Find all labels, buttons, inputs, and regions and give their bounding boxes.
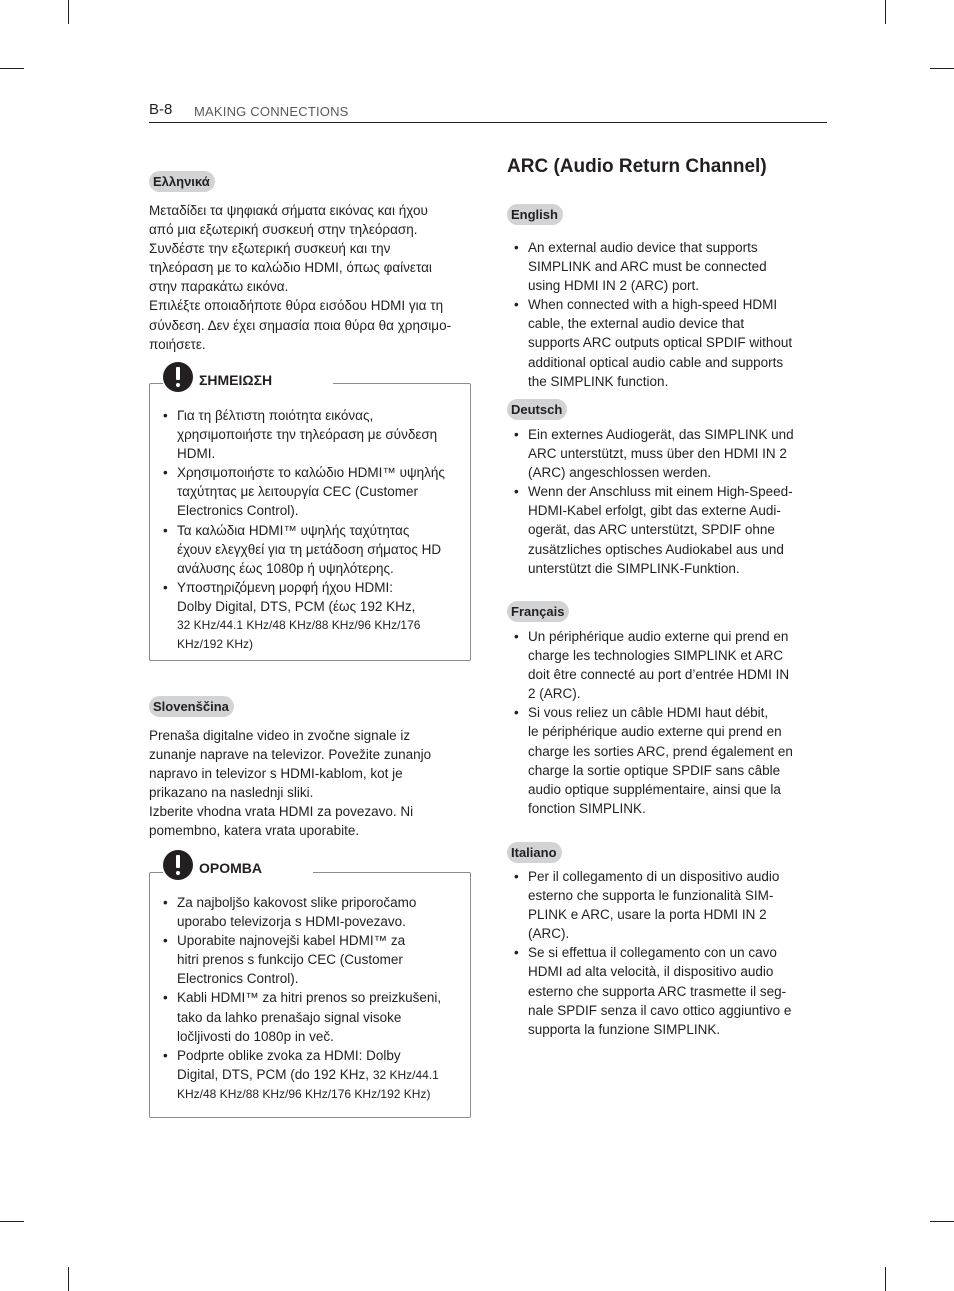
language-tag-deutsch: Deutsch [507, 399, 567, 420]
list-item: • When connected with a high-speed HDMI cable, the external audio device that supports ARC outputs optical SPDIF without additional optical audio cable and supports the SIMPLINK function. [514, 295, 819, 390]
text-line: Izberite vhodna vrata HDMI za povezavo. Ni [149, 804, 414, 820]
language-tag-slovene: Slovenščina [149, 696, 234, 717]
crop-mark [930, 1221, 954, 1222]
right-column [507, 0, 817, 1291]
crop-mark [0, 68, 24, 69]
note-list [163, 893, 465, 1104]
list-item: • Za najboljšo kakovost slike priporočamo uporabo televizorja s HDMI-povezavo. [163, 893, 465, 931]
text-line: ποιήσετε. [149, 336, 206, 352]
deutsch-list [514, 425, 819, 578]
exclamation-icon [163, 850, 193, 880]
exclamation-icon [163, 362, 193, 392]
text-line: τηλεόραση με το καλώδιο HDMI, όπως φαίνεται [149, 260, 432, 276]
crop-mark [68, 0, 69, 24]
crop-mark [885, 0, 886, 24]
text-line: στην παρακάτω εικόνα. [149, 279, 289, 295]
crop-mark [68, 1267, 69, 1291]
language-tag-greek: Ελληνικά [149, 171, 215, 192]
text-line: zunanje naprave na televizor. Povežite zunanjo [149, 747, 432, 763]
note-header [163, 362, 333, 394]
list-item: • Se si effettua il collegamento con un cavo HDMI ad alta velocità, il dispositivo audio esterno che supporta ARC trasmette il seg- nale SPDIF senza il cavo ottico aggiuntivo e supporta la funzione SIMPLINK. [514, 943, 819, 1038]
language-tag-english: English [507, 204, 563, 225]
list-item: • Kabli HDMI™ za hitri prenos so preizkušeni, tako da lahko prenašajo signal visoke ločljivosti do 1080p in več. [163, 988, 465, 1045]
language-tag-francais: Français [507, 601, 569, 622]
francais-list [514, 627, 819, 818]
text-line: Prenaša digitalne video in zvočne signale iz [149, 728, 411, 743]
text-line: Συνδέστε την εξωτερική συσκευή και την [149, 241, 391, 257]
text-line: Μεταδίδει τα ψηφιακά σήματα εικόνας και ήχου [149, 203, 428, 218]
list-item: • Un périphérique audio externe qui prend en charge les technologies SIMPLINK et ARC doit être connecté au port d’entrée HDMI IN 2 (ARC). [514, 627, 819, 703]
section-title: ARC (Audio Return Channel) [507, 156, 767, 177]
section-name: MAKING CONNECTIONS [194, 104, 349, 119]
list-item: • Ein externes Audiogerät, das SIMPLINK und ARC unterstützt, muss über den HDMI IN 2 (ARC) angeschlossen werden. [514, 425, 819, 482]
note-box-greek [149, 383, 471, 661]
crop-mark [0, 1221, 24, 1222]
list-item: • Podprte oblike zvoka za HDMI: Dolby Digital, DTS, PCM (do 192 KHz, 32 KHz/44.1 KHz/48 KHz/88 KHz/96 KHz/176 KHz/192 KHz) [163, 1046, 465, 1104]
text-line: napravo in televizor s HDMI-kablom, kot je [149, 766, 403, 782]
text-line: από μια εξωτερική συσκευή στην τηλεόραση. [149, 222, 418, 238]
left-column [149, 0, 471, 1291]
note-list [163, 406, 463, 654]
list-item: • Για τη βέλτιστη ποιότητα εικόνας, χρησιμοποιήστε την τηλεόραση με σύνδεση HDMI. [163, 406, 463, 463]
slovene-paragraph [149, 726, 431, 841]
note-title: ΣΗΜΕΙΩΣΗ [199, 372, 273, 388]
italiano-list [514, 867, 819, 1039]
list-item: • Χρησιμοποιήστε το καλώδιο HDMI™ υψηλής ταχύτητας με λειτουργία CEC (Customer Electronics Control). [163, 463, 463, 520]
text-line: σύνδεση. Δεν έχει σημασία ποια θύρα θα χρησιμο- [149, 317, 452, 333]
list-item: • Wenn der Anschluss mit einem High-Speed- HDMI-Kabel erfolgt, gibt das externe Audi- ogerät, das ARC unterstützt, SPDIF ohne zusätzliches optisches Audiokabel aus und unterstützt die SIMPLINK-Funktion. [514, 482, 819, 577]
list-item: • An external audio device that supports SIMPLINK and ARC must be connected using HDMI IN 2 (ARC) port. [514, 238, 819, 295]
note-box-slovene [149, 872, 471, 1118]
list-item: • Si vous reliez un câble HDMI haut débit, le périphérique audio externe qui prend en charge les sorties ARC, prend également en charge la sortie optique SPDIF sans câble audio optique supplémentaire, ainsi que la fonction SIMPLINK. [514, 703, 819, 818]
greek-paragraph [149, 201, 451, 354]
english-list [514, 238, 819, 391]
page-number: B-8 [149, 101, 173, 118]
note-header [163, 850, 313, 882]
list-item: • Per il collegamento di un dispositivo audio esterno che supporta le funzionalità SIM- PLINK e ARC, usare la porta HDMI IN 2 (ARC). [514, 867, 819, 943]
text-line: prikazano na naslednji sliki. [149, 785, 314, 801]
text-line: pomembno, katera vrata uporabite. [149, 823, 360, 839]
note-title: OPOMBA [199, 860, 262, 876]
crop-mark [885, 1267, 886, 1291]
crop-mark [930, 68, 954, 69]
list-item: • Υποστηριζόμενη μορφή ήχου HDMI: Dolby Digital, DTS, PCM (έως 192 KHz, 32 KHz/44.1 KHz/48 KHz/88 KHz/96 KHz/176 KHz/192 KHz) [163, 578, 463, 654]
list-item: • Uporabite najnovejši kabel HDMI™ za hitri prenos s funkcijo CEC (Customer Electronics Control). [163, 931, 465, 988]
list-item: • Τα καλώδια HDMI™ υψηλής ταχύτητας έχουν ελεγχθεί για τη μετάδοση σήματος HD ανάλυσης έως 1080p ή υψηλότερης. [163, 521, 463, 578]
language-tag-italiano: Italiano [507, 842, 562, 863]
text-line: Επιλέξτε οποιαδήποτε θύρα εισόδου HDMI για τη [149, 298, 444, 314]
